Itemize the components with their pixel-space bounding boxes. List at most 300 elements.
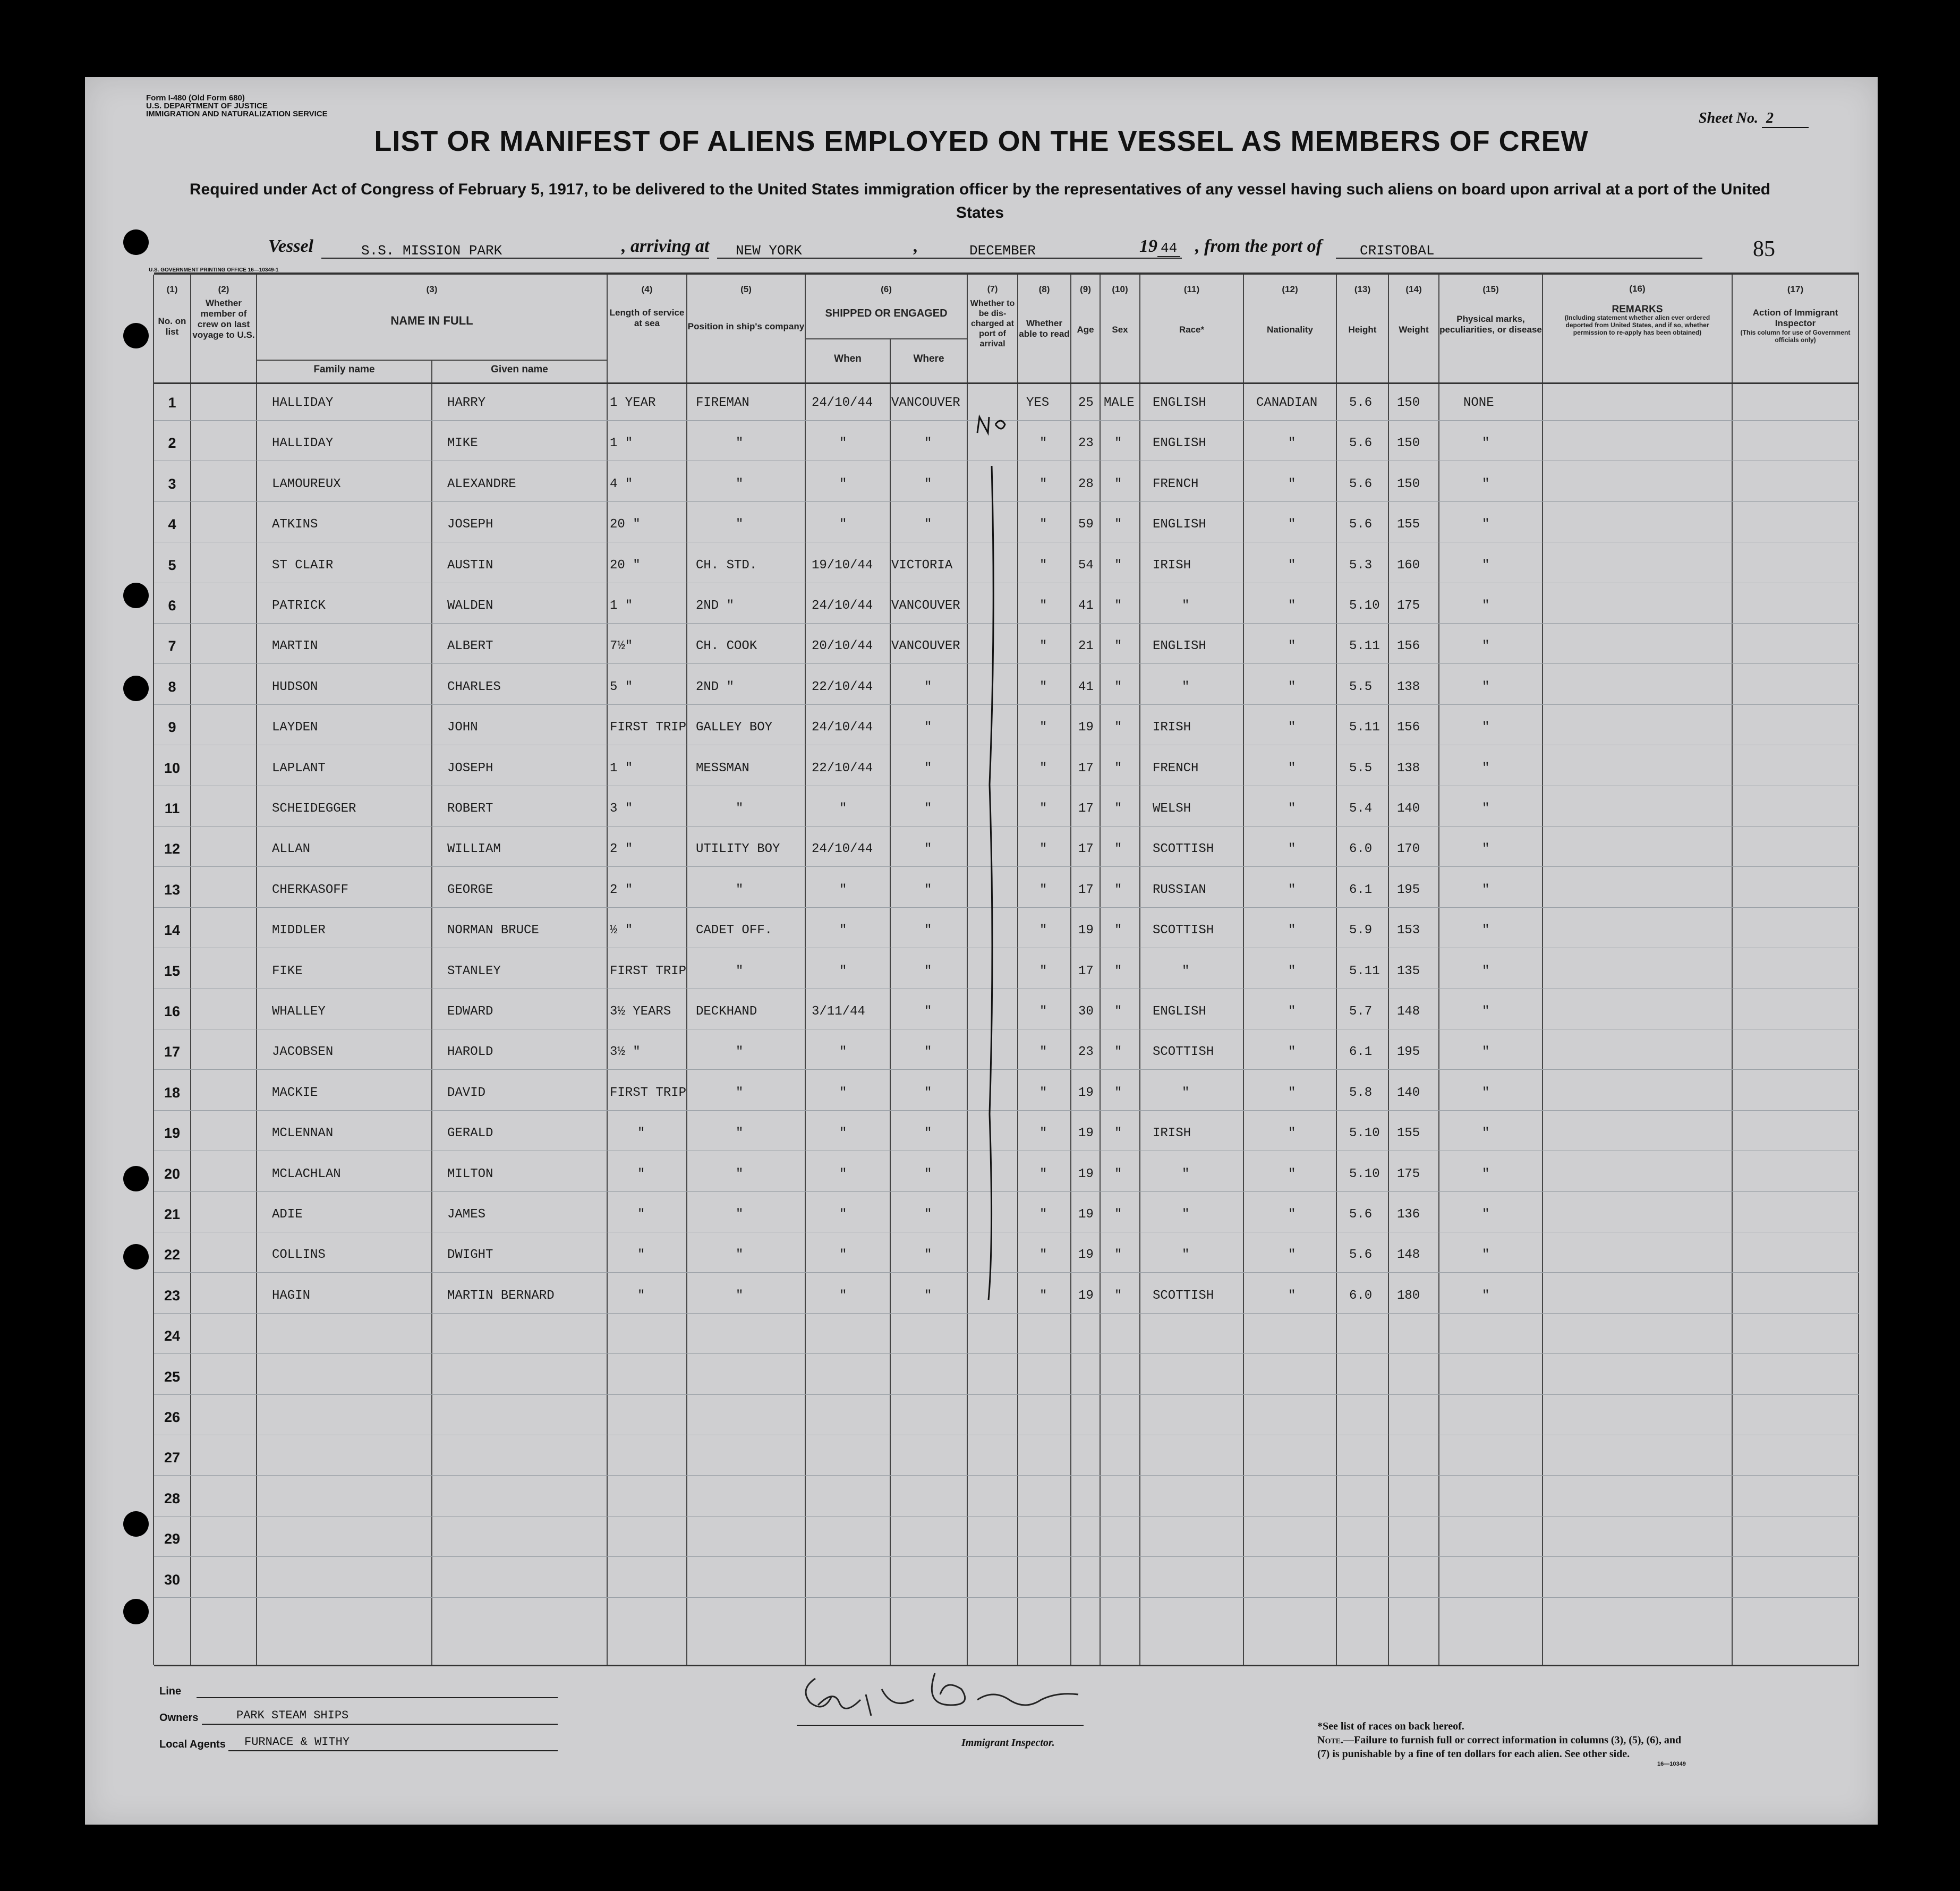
service-length-cell: FIRST TRIP <box>610 964 687 978</box>
position-cell: CH. COOK <box>696 639 757 654</box>
height-cell: 5.5 <box>1349 679 1373 694</box>
row-number: 14 <box>164 922 181 939</box>
row-number: 10 <box>164 760 181 776</box>
position-cell: " <box>736 436 744 451</box>
col-header-inspector-action: Action of Immigrant Inspector <box>1752 308 1838 328</box>
given-name-cell: EDWARD <box>447 1004 493 1019</box>
age-cell: 23 <box>1078 436 1094 451</box>
age-cell: 19 <box>1078 720 1094 735</box>
row-number: 28 <box>164 1490 181 1506</box>
able-to-read-cell: " <box>1039 517 1047 532</box>
weight-cell: 150 <box>1397 396 1420 410</box>
weight-cell: 148 <box>1397 1248 1420 1263</box>
service-length-cell: " <box>637 1248 645 1263</box>
height-cell: 5.10 <box>1349 1166 1380 1181</box>
given-name-cell: ROBERT <box>447 802 493 816</box>
row-number: 17 <box>164 1044 181 1060</box>
col-6-number: (6) <box>881 284 892 294</box>
family-name-cell: MACKIE <box>272 1085 318 1100</box>
physical-marks-cell: " <box>1482 923 1490 938</box>
col-1-number: (1) <box>166 284 178 294</box>
family-name-cell: LAPLANT <box>272 761 326 776</box>
arriving-port: NEW YORK <box>736 243 802 259</box>
age-cell: 41 <box>1078 679 1094 694</box>
row-number: 24 <box>164 1328 181 1344</box>
row-number: 6 <box>168 598 176 614</box>
shipped-when-cell: 24/10/44 <box>812 396 873 410</box>
age-cell: 19 <box>1078 1085 1094 1100</box>
position-cell: " <box>736 882 744 897</box>
position-cell: 2ND " <box>696 599 735 613</box>
given-name-cell: NORMAN BRUCE <box>447 923 539 938</box>
shipped-when-cell: " <box>839 964 847 978</box>
given-name-cell: HAROLD <box>447 1045 493 1060</box>
shipped-where-cell: " <box>924 923 932 938</box>
position-cell: 2ND " <box>696 679 735 694</box>
given-name-cell: DWIGHT <box>447 1248 493 1263</box>
service-length-cell: 1 " <box>610 436 633 451</box>
row-number: 25 <box>164 1368 181 1385</box>
race-cell: " <box>1182 1085 1190 1100</box>
row-number: 4 <box>168 516 176 533</box>
col-header-remarks: REMARKS <box>1612 304 1663 315</box>
col-15-number: (15) <box>1482 284 1499 294</box>
col-5-number: (5) <box>740 284 752 294</box>
row-number: 27 <box>164 1450 181 1466</box>
race-cell: IRISH <box>1153 558 1191 573</box>
age-cell: 23 <box>1078 1045 1094 1060</box>
service-length-cell: 20 " <box>610 517 641 532</box>
row-number: 22 <box>164 1247 181 1263</box>
race-cell: SCOTTISH <box>1153 842 1214 857</box>
nationality-cell: " <box>1288 1126 1296 1141</box>
shipped-where-cell: " <box>924 882 932 897</box>
row-number: 26 <box>164 1409 181 1425</box>
age-cell: 19 <box>1078 923 1094 938</box>
sex-cell: " <box>1114 923 1122 938</box>
race-cell: RUSSIAN <box>1153 882 1206 897</box>
col-header-discharged: Whether to be dis-charged at port of arrival <box>970 299 1015 348</box>
row-number: 15 <box>164 962 181 979</box>
position-cell: " <box>736 1126 744 1141</box>
family-name-cell: MCLENNAN <box>272 1126 334 1141</box>
able-to-read-cell: " <box>1039 720 1047 735</box>
race-cell: ENGLISH <box>1153 436 1206 451</box>
family-name-cell: CHERKASOFF <box>272 882 349 897</box>
given-name-cell: MARTIN BERNARD <box>447 1288 555 1303</box>
weight-cell: 170 <box>1397 842 1420 857</box>
family-name-cell: WHALLEY <box>272 1004 326 1019</box>
owners-label: Owners <box>159 1712 199 1724</box>
col-header-length-service: Length of service at sea <box>609 308 685 328</box>
nationality-cell: " <box>1288 1045 1296 1060</box>
year-suffix: 44 <box>1157 240 1180 257</box>
col-header-race: Race* <box>1179 325 1205 335</box>
nationality-cell: " <box>1288 436 1296 451</box>
races-note: *See list of races on back hereof. <box>1317 1720 1464 1732</box>
weight-cell: 135 <box>1397 964 1420 978</box>
shipped-when-cell: " <box>839 1085 847 1100</box>
row-number: 18 <box>164 1084 181 1101</box>
col-header-no-on-list: No. on list <box>158 316 186 337</box>
row-rule <box>154 1556 1859 1557</box>
shipped-where-cell: VANCOUVER <box>891 639 960 654</box>
able-to-read-cell: " <box>1039 802 1047 816</box>
physical-marks-cell: " <box>1482 599 1490 613</box>
weight-cell: 155 <box>1397 517 1420 532</box>
able-to-read-cell: " <box>1039 1085 1047 1100</box>
col-header-name-in-full: NAME IN FULL <box>390 314 473 327</box>
row-number: 20 <box>164 1165 181 1182</box>
nationality-cell: " <box>1288 720 1296 735</box>
agents-label: Local Agents <box>159 1739 226 1750</box>
able-to-read-cell: " <box>1039 882 1047 897</box>
physical-marks-cell: " <box>1482 558 1490 573</box>
nationality-cell: " <box>1288 558 1296 573</box>
physical-marks-cell: " <box>1482 802 1490 816</box>
able-to-read-cell: " <box>1039 1045 1047 1060</box>
weight-cell: 140 <box>1397 802 1420 816</box>
able-to-read-cell: " <box>1039 842 1047 857</box>
given-name-cell: GERALD <box>447 1126 493 1141</box>
shipped-where-cell: VICTORIA <box>891 558 953 573</box>
able-to-read-cell: " <box>1039 436 1047 451</box>
arriving-label: , arriving at <box>621 236 710 256</box>
shipped-when-cell: " <box>839 802 847 816</box>
race-cell: " <box>1182 1248 1190 1263</box>
sex-cell: " <box>1114 1085 1122 1100</box>
age-cell: 30 <box>1078 1004 1094 1019</box>
race-cell: FRENCH <box>1153 761 1199 776</box>
physical-marks-cell: " <box>1482 882 1490 897</box>
physical-marks-cell: " <box>1482 1166 1490 1181</box>
nationality-cell: " <box>1288 964 1296 978</box>
age-cell: 19 <box>1078 1288 1094 1303</box>
position-cell: " <box>736 1166 744 1181</box>
height-cell: 5.6 <box>1349 1248 1373 1263</box>
col-header-remarks-note: (Including statement whether alien ever ordered deported from United States, and if so, whether permission to re-apply has been obtained) <box>1564 314 1710 336</box>
col-header-last-voyage: Whether member of crew on last voyage to U.S. <box>192 298 255 340</box>
shipped-when-cell: " <box>839 882 847 897</box>
age-cell: 59 <box>1078 517 1094 532</box>
position-cell: CH. STD. <box>696 558 757 573</box>
sex-cell: " <box>1114 436 1122 451</box>
weight-cell: 148 <box>1397 1004 1420 1019</box>
family-name-cell: MCLACHLAN <box>272 1166 341 1181</box>
handwritten-discharge-mark <box>968 402 1017 1401</box>
race-cell: SCOTTISH <box>1153 1045 1214 1060</box>
punch-hole <box>123 583 149 608</box>
age-cell: 28 <box>1078 476 1094 491</box>
page-title: LIST OR MANIFEST OF ALIENS EMPLOYED ON THE VESSEL AS MEMBERS OF CREW <box>374 125 1589 157</box>
punch-hole <box>123 1599 149 1624</box>
family-name-cell: HUDSON <box>272 679 318 694</box>
physical-marks-cell: " <box>1482 720 1490 735</box>
row-number: 3 <box>168 475 176 492</box>
col-header-nationality: Nationality <box>1267 325 1313 335</box>
shipped-when-cell: " <box>839 1248 847 1263</box>
service-length-cell: 2 " <box>610 842 633 857</box>
footer-code: 16—10349 <box>1657 1761 1686 1767</box>
inspector-label: Immigrant Inspector. <box>961 1737 1055 1749</box>
service-length-cell: 1 " <box>610 761 633 776</box>
col-11-number: (11) <box>1183 284 1200 294</box>
physical-marks-cell: " <box>1482 476 1490 491</box>
shipped-where-cell: " <box>924 679 932 694</box>
col-10-number: (10) <box>1112 284 1128 294</box>
shipped-when-cell: 22/10/44 <box>812 679 873 694</box>
able-to-read-cell: " <box>1039 964 1047 978</box>
age-cell: 17 <box>1078 761 1094 776</box>
row-number: 16 <box>164 1003 181 1019</box>
physical-marks-cell: NONE <box>1463 396 1494 410</box>
shipped-where-cell: " <box>924 1004 932 1019</box>
shipped-when-cell: " <box>839 1045 847 1060</box>
sheet-value: 2 <box>1762 110 1809 128</box>
race-cell: ENGLISH <box>1153 1004 1206 1019</box>
race-cell: " <box>1182 679 1190 694</box>
nationality-cell: " <box>1288 1166 1296 1181</box>
weight-cell: 153 <box>1397 923 1420 938</box>
service-length-cell: ½ " <box>610 923 633 938</box>
race-cell: SCOTTISH <box>1153 923 1214 938</box>
physical-marks-cell: " <box>1482 761 1490 776</box>
weight-cell: 195 <box>1397 1045 1420 1060</box>
sex-cell: " <box>1114 1004 1122 1019</box>
shipped-where-cell: " <box>924 1045 932 1060</box>
col-7-number: (7) <box>987 285 998 294</box>
sex-cell: " <box>1114 599 1122 613</box>
family-name-cell: ATKINS <box>272 517 318 532</box>
row-number: 19 <box>164 1125 181 1142</box>
physical-marks-cell: " <box>1482 1004 1490 1019</box>
row-number: 29 <box>164 1531 181 1547</box>
age-cell: 19 <box>1078 1166 1094 1181</box>
sex-cell: " <box>1114 1288 1122 1303</box>
family-name-cell: SCHEIDEGGER <box>272 802 356 816</box>
shipped-when-cell: 24/10/44 <box>812 842 873 857</box>
physical-marks-cell: " <box>1482 1288 1490 1303</box>
sex-cell: MALE <box>1104 396 1135 410</box>
shipped-where-cell: " <box>924 964 932 978</box>
position-cell: FIREMAN <box>696 396 749 410</box>
col-14-number: (14) <box>1405 284 1422 294</box>
col-4-number: (4) <box>641 284 653 294</box>
service-length-cell: 2 " <box>610 882 633 897</box>
shipped-when-cell: " <box>839 1207 847 1222</box>
weight-cell: 140 <box>1397 1085 1420 1100</box>
shipped-when-cell: 19/10/44 <box>812 558 873 573</box>
col-13-number: (13) <box>1354 284 1371 294</box>
race-cell: " <box>1182 599 1190 613</box>
department-name: U.S. DEPARTMENT OF JUSTICE <box>146 101 268 110</box>
race-cell: ENGLISH <box>1153 517 1206 532</box>
punch-hole <box>123 676 149 701</box>
row-number: 12 <box>164 841 181 857</box>
given-name-cell: JOSEPH <box>447 761 493 776</box>
shipped-when-cell: 3/11/44 <box>812 1004 865 1019</box>
weight-cell: 180 <box>1397 1288 1420 1303</box>
vessel-label: Vessel <box>268 236 313 256</box>
col-header-weight: Weight <box>1399 325 1429 335</box>
line-label: Line <box>159 1685 182 1697</box>
shipped-when-cell: " <box>839 1126 847 1141</box>
nationality-cell: " <box>1288 923 1296 938</box>
service-length-cell: " <box>637 1166 645 1181</box>
row-rule <box>154 1597 1859 1598</box>
shipped-when-cell: " <box>839 1288 847 1303</box>
given-name-cell: WILLIAM <box>447 842 501 857</box>
position-cell: MESSMAN <box>696 761 749 776</box>
shipped-when-cell: " <box>839 476 847 491</box>
service-length-cell: 1 " <box>610 599 633 613</box>
nationality-cell: " <box>1288 1288 1296 1303</box>
note-label: Note. <box>1317 1734 1344 1746</box>
row-rule <box>154 1475 1859 1476</box>
physical-marks-cell: " <box>1482 639 1490 654</box>
punch-hole <box>123 1511 149 1537</box>
sex-cell: " <box>1114 802 1122 816</box>
height-cell: 5.11 <box>1349 964 1380 978</box>
age-cell: 17 <box>1078 964 1094 978</box>
family-name-cell: JACOBSEN <box>272 1045 334 1060</box>
punch-hole <box>123 1166 149 1191</box>
service-length-cell: 5 " <box>610 679 633 694</box>
age-cell: 25 <box>1078 396 1094 410</box>
age-cell: 41 <box>1078 599 1094 613</box>
col-16-number: (16) <box>1629 284 1646 294</box>
given-name-cell: STANLEY <box>447 964 501 978</box>
able-to-read-cell: " <box>1039 1166 1047 1181</box>
position-cell: " <box>736 517 744 532</box>
family-name-cell: ADIE <box>272 1207 303 1222</box>
service-length-cell: 4 " <box>610 476 633 491</box>
sex-cell: " <box>1114 761 1122 776</box>
given-name-cell: JAMES <box>447 1207 486 1222</box>
height-cell: 6.1 <box>1349 882 1373 897</box>
service-length-cell: 1 YEAR <box>610 396 656 410</box>
inspector-signature <box>754 1663 1126 1742</box>
height-cell: 5.9 <box>1349 923 1373 938</box>
physical-marks-cell: " <box>1482 842 1490 857</box>
shipped-when-cell: " <box>839 436 847 451</box>
shipped-where-cell: VANCOUVER <box>891 396 960 410</box>
nationality-cell: " <box>1288 476 1296 491</box>
race-cell: FRENCH <box>1153 476 1199 491</box>
punch-hole <box>123 323 149 348</box>
col-header-family-name: Family name <box>313 364 375 375</box>
given-name-cell: MILTON <box>447 1166 493 1181</box>
row-number: 7 <box>168 638 176 654</box>
sex-cell: " <box>1114 558 1122 573</box>
col-2-number: (2) <box>218 284 229 294</box>
page-subtitle: Required under Act of Congress of February 5, 1917, to be delivered to the United States immigration officer by the representatives of any vessel having such aliens on board upon arrival at a port of the United States <box>189 181 1771 222</box>
service-length-cell: 7½" <box>610 639 633 654</box>
race-cell: SCOTTISH <box>1153 1288 1214 1303</box>
given-name-cell: HARRY <box>447 396 486 410</box>
nationality-cell: " <box>1288 761 1296 776</box>
sex-cell: " <box>1114 1126 1122 1141</box>
height-cell: 5.5 <box>1349 761 1373 776</box>
shipped-where-cell: " <box>924 476 932 491</box>
age-cell: 21 <box>1078 639 1094 654</box>
position-cell: " <box>736 1288 744 1303</box>
col-header-age: Age <box>1077 325 1094 335</box>
given-name-cell: MIKE <box>447 436 478 451</box>
sex-cell: " <box>1114 476 1122 491</box>
col-header-shipped-engaged: SHIPPED OR ENGAGED <box>825 308 948 319</box>
row-number: 23 <box>164 1287 181 1304</box>
shipped-where-cell: " <box>924 720 932 735</box>
height-cell: 5.6 <box>1349 396 1373 410</box>
row-number: 21 <box>164 1206 181 1222</box>
col-17-number: (17) <box>1787 284 1804 294</box>
col-header-physical-marks: Physical marks, peculiarities, or disease <box>1439 314 1542 335</box>
able-to-read-cell: " <box>1039 923 1047 938</box>
physical-marks-cell: " <box>1482 517 1490 532</box>
height-cell: 5.10 <box>1349 1126 1380 1141</box>
height-cell: 5.4 <box>1349 802 1373 816</box>
height-cell: 5.6 <box>1349 517 1373 532</box>
col-12-number: (12) <box>1282 284 1298 294</box>
service-name: IMMIGRATION AND NATURALIZATION SERVICE <box>146 109 328 118</box>
shipped-where-cell: " <box>924 842 932 857</box>
able-to-read-cell: " <box>1039 679 1047 694</box>
vessel-name: S.S. MISSION PARK <box>361 243 502 259</box>
height-cell: 5.6 <box>1349 1207 1373 1222</box>
nationality-cell: " <box>1288 882 1296 897</box>
able-to-read-cell: " <box>1039 639 1047 654</box>
able-to-read-cell: " <box>1039 599 1047 613</box>
age-cell: 19 <box>1078 1126 1094 1141</box>
height-cell: 5.8 <box>1349 1085 1373 1100</box>
service-length-cell: 3½ YEARS <box>610 1004 671 1019</box>
service-length-cell: FIRST TRIP <box>610 1085 687 1100</box>
physical-marks-cell: " <box>1482 1045 1490 1060</box>
agents-value: FURNACE & WITHY <box>244 1735 350 1749</box>
shipped-where-cell: " <box>924 761 932 776</box>
height-cell: 5.11 <box>1349 639 1380 654</box>
col-9-number: (9) <box>1080 284 1091 294</box>
nationality-cell: " <box>1288 517 1296 532</box>
race-cell: ENGLISH <box>1153 396 1206 410</box>
family-name-cell: HALLIDAY <box>272 436 334 451</box>
owners-value: PARK STEAM SHIPS <box>236 1709 349 1722</box>
service-length-cell: 3½ " <box>610 1045 641 1060</box>
given-name-cell: ALEXANDRE <box>447 476 516 491</box>
shipped-where-cell: " <box>924 1207 932 1222</box>
shipped-where-cell: VANCOUVER <box>891 599 960 613</box>
able-to-read-cell: " <box>1039 1126 1047 1141</box>
height-cell: 5.10 <box>1349 599 1380 613</box>
family-name-cell: LAYDEN <box>272 720 318 735</box>
shipped-where-cell: " <box>924 1126 932 1141</box>
nationality-cell: CANADIAN <box>1256 396 1318 410</box>
race-cell: " <box>1182 964 1190 978</box>
shipped-where-cell: " <box>924 802 932 816</box>
shipped-when-cell: 22/10/44 <box>812 761 873 776</box>
shipped-where-cell: " <box>924 517 932 532</box>
family-name-cell: MIDDLER <box>272 923 326 938</box>
from-port: CRISTOBAL <box>1360 243 1435 259</box>
able-to-read-cell: " <box>1039 1248 1047 1263</box>
col-header-inspector-note: (This column for use of Government officials only) <box>1740 329 1851 344</box>
physical-marks-cell: " <box>1482 1248 1490 1263</box>
shipped-where-cell: " <box>924 1166 932 1181</box>
sex-cell: " <box>1114 1248 1122 1263</box>
position-cell: " <box>736 802 744 816</box>
age-cell: 54 <box>1078 558 1094 573</box>
